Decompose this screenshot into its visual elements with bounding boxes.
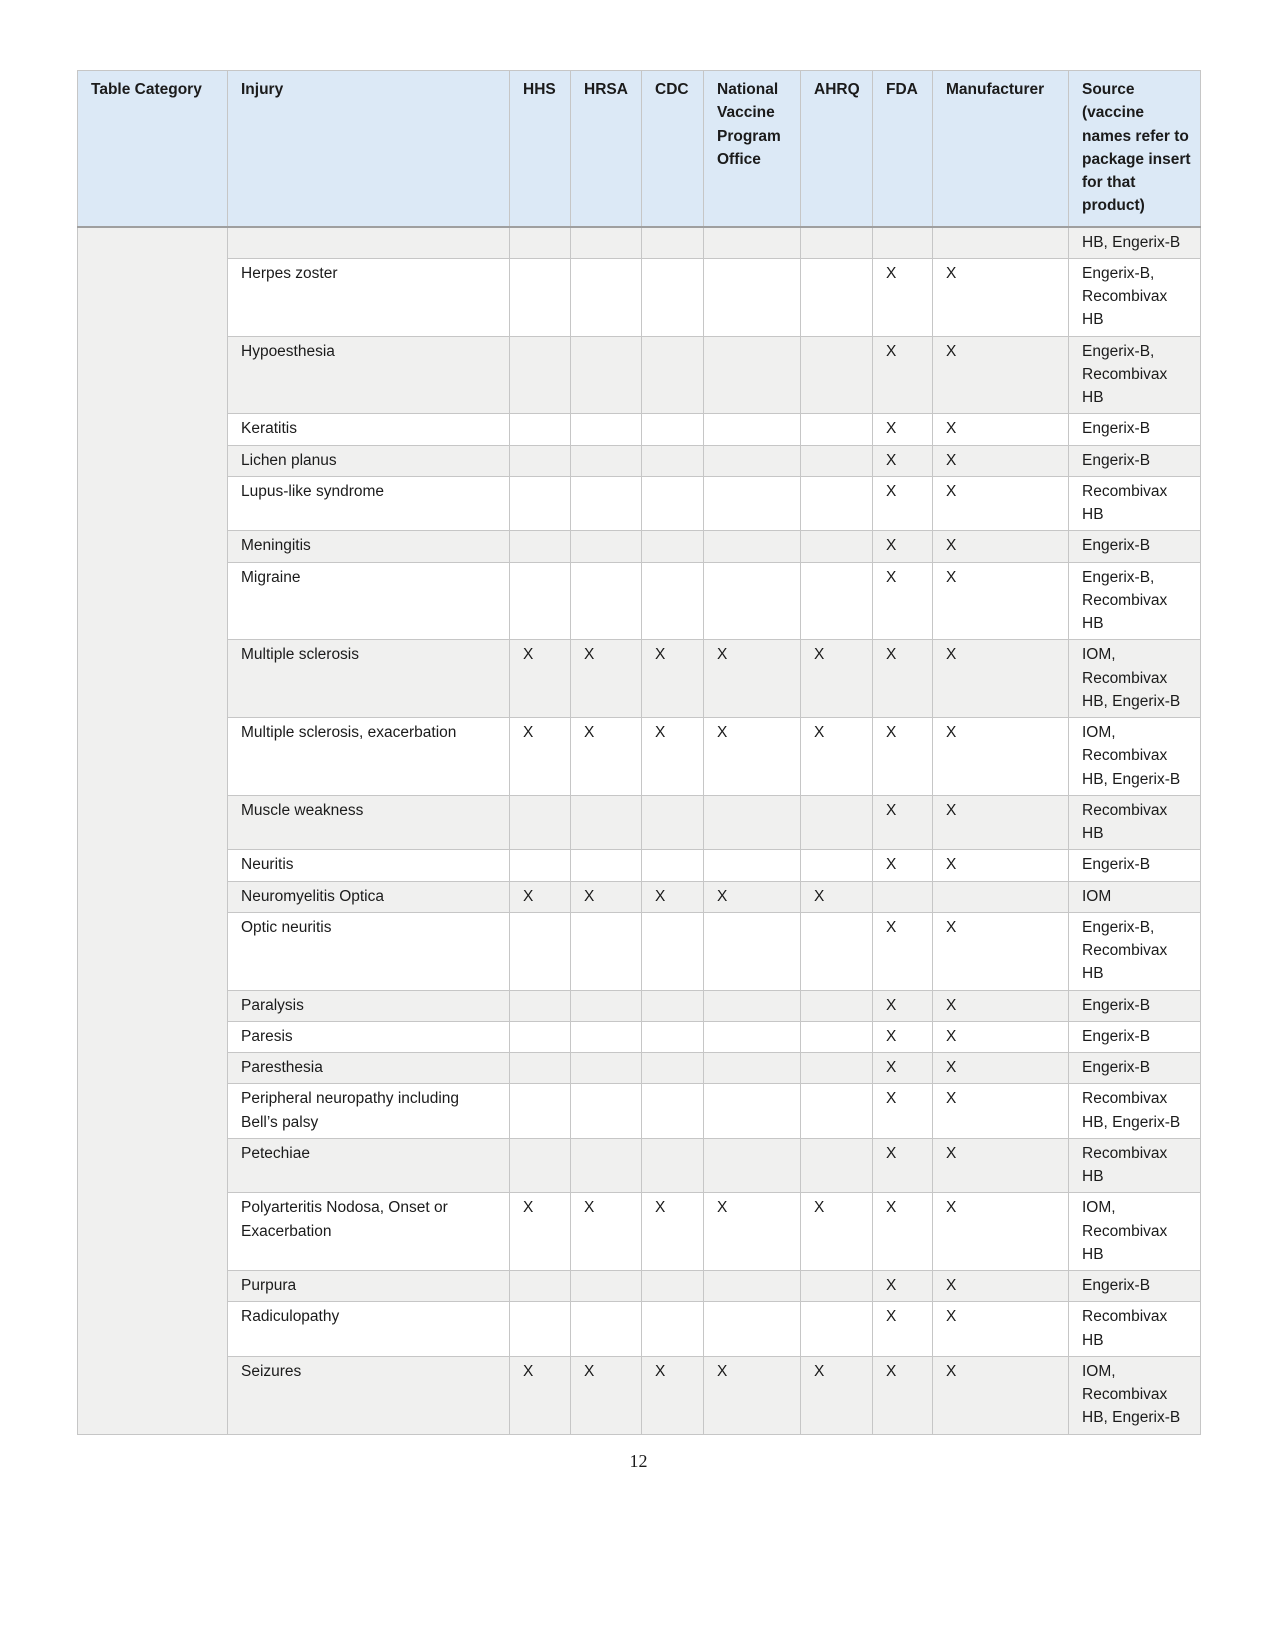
table-row: [78, 1356, 1201, 1434]
vaccine-injury-table: [77, 70, 1201, 1435]
source-cell: Engerix-B, Recombivax HB: [1069, 258, 1201, 336]
cdc-mark-cell: [642, 990, 704, 1021]
manufacturer-mark-cell: X: [933, 336, 1069, 414]
fda-mark-cell: X: [873, 1271, 933, 1302]
table-category-cell: [78, 227, 228, 1435]
fda-mark-cell: [873, 227, 933, 259]
page-number: 12: [629, 1450, 648, 1471]
hhs-mark-cell: [510, 562, 571, 640]
fda-mark-cell: X: [873, 1138, 933, 1193]
table-row: [78, 1138, 1201, 1193]
source-cell: IOM: [1069, 881, 1201, 912]
fda-mark-cell: X: [873, 718, 933, 796]
hhs-mark-cell: [510, 1138, 571, 1193]
hrsa-mark-cell: [571, 1053, 642, 1084]
manufacturer-mark-cell: X: [933, 718, 1069, 796]
fda-mark-cell: X: [873, 640, 933, 718]
hrsa-mark-cell: X: [571, 1193, 642, 1271]
source-cell: Recombivax HB: [1069, 1138, 1201, 1193]
fda-mark-cell: X: [873, 1302, 933, 1357]
table-row: [78, 445, 1201, 476]
source-cell: Engerix-B: [1069, 445, 1201, 476]
cdc-mark-cell: [642, 258, 704, 336]
hhs-mark-cell: [510, 1302, 571, 1357]
cdc-mark-cell: X: [642, 881, 704, 912]
source-cell: IOM, Recombivax HB: [1069, 1193, 1201, 1271]
hhs-mark-cell: [510, 258, 571, 336]
col-header-table-category: Table Category: [78, 71, 228, 227]
cdc-mark-cell: [642, 562, 704, 640]
cdc-mark-cell: [642, 850, 704, 881]
ahrq-mark-cell: [801, 850, 873, 881]
hrsa-mark-cell: X: [571, 640, 642, 718]
table-row: [78, 227, 1201, 259]
table-row: [78, 562, 1201, 640]
hrsa-mark-cell: [571, 258, 642, 336]
table-body: [78, 227, 1201, 1435]
table-row: [78, 850, 1201, 881]
cdc-mark-cell: [642, 476, 704, 531]
nvpo-mark-cell: [704, 562, 801, 640]
nvpo-mark-cell: [704, 1302, 801, 1357]
manufacturer-mark-cell: [933, 881, 1069, 912]
injury-cell: Paralysis: [228, 990, 510, 1021]
fda-mark-cell: X: [873, 531, 933, 562]
hrsa-mark-cell: [571, 795, 642, 850]
ahrq-mark-cell: [801, 1138, 873, 1193]
table-row: [78, 1084, 1201, 1139]
injury-cell: Polyarteritis Nodosa, Onset or Exacerbation: [228, 1193, 510, 1271]
fda-mark-cell: X: [873, 912, 933, 990]
hrsa-mark-cell: X: [571, 718, 642, 796]
cdc-mark-cell: [642, 1138, 704, 1193]
manufacturer-mark-cell: X: [933, 414, 1069, 445]
injury-cell: Multiple sclerosis, exacerbation: [228, 718, 510, 796]
cdc-mark-cell: [642, 795, 704, 850]
hrsa-mark-cell: [571, 1021, 642, 1052]
cdc-mark-cell: [642, 336, 704, 414]
source-cell: Engerix-B: [1069, 850, 1201, 881]
injury-cell: Lupus-like syndrome: [228, 476, 510, 531]
col-header-fda: FDA: [873, 71, 933, 227]
nvpo-mark-cell: X: [704, 881, 801, 912]
col-header-hhs: HHS: [510, 71, 571, 227]
col-header-cdc: CDC: [642, 71, 704, 227]
ahrq-mark-cell: [801, 562, 873, 640]
manufacturer-mark-cell: X: [933, 850, 1069, 881]
hhs-mark-cell: [510, 531, 571, 562]
fda-mark-cell: X: [873, 336, 933, 414]
manufacturer-mark-cell: X: [933, 795, 1069, 850]
table-row: [78, 1193, 1201, 1271]
source-cell: Recombivax HB: [1069, 476, 1201, 531]
source-cell: Recombivax HB: [1069, 1302, 1201, 1357]
ahrq-mark-cell: [801, 1271, 873, 1302]
fda-mark-cell: X: [873, 1356, 933, 1434]
fda-mark-cell: X: [873, 1021, 933, 1052]
ahrq-mark-cell: [801, 476, 873, 531]
hrsa-mark-cell: X: [571, 1356, 642, 1434]
injury-cell: Hypoesthesia: [228, 336, 510, 414]
manufacturer-mark-cell: X: [933, 1021, 1069, 1052]
table-row: [78, 531, 1201, 562]
hrsa-mark-cell: [571, 1138, 642, 1193]
ahrq-mark-cell: [801, 445, 873, 476]
injury-cell: Herpes zoster: [228, 258, 510, 336]
nvpo-mark-cell: [704, 227, 801, 259]
fda-mark-cell: [873, 881, 933, 912]
source-cell: Engerix-B: [1069, 414, 1201, 445]
hhs-mark-cell: X: [510, 718, 571, 796]
fda-mark-cell: X: [873, 445, 933, 476]
ahrq-mark-cell: [801, 990, 873, 1021]
source-cell: Engerix-B: [1069, 1021, 1201, 1052]
manufacturer-mark-cell: X: [933, 562, 1069, 640]
nvpo-mark-cell: [704, 445, 801, 476]
injury-cell: Optic neuritis: [228, 912, 510, 990]
cdc-mark-cell: X: [642, 1356, 704, 1434]
table-row: [78, 336, 1201, 414]
hrsa-mark-cell: X: [571, 881, 642, 912]
nvpo-mark-cell: [704, 850, 801, 881]
manufacturer-mark-cell: X: [933, 1302, 1069, 1357]
hrsa-mark-cell: [571, 476, 642, 531]
cdc-mark-cell: [642, 414, 704, 445]
table-row: [78, 1271, 1201, 1302]
table-row: [78, 795, 1201, 850]
ahrq-mark-cell: X: [801, 640, 873, 718]
hrsa-mark-cell: [571, 414, 642, 445]
fda-mark-cell: X: [873, 990, 933, 1021]
source-cell: HB, Engerix-B: [1069, 227, 1201, 259]
ahrq-mark-cell: [801, 795, 873, 850]
nvpo-mark-cell: [704, 912, 801, 990]
hhs-mark-cell: X: [510, 1356, 571, 1434]
cdc-mark-cell: X: [642, 718, 704, 796]
hhs-mark-cell: [510, 336, 571, 414]
hhs-mark-cell: X: [510, 1193, 571, 1271]
hhs-mark-cell: [510, 445, 571, 476]
injury-cell: Neuritis: [228, 850, 510, 881]
ahrq-mark-cell: [801, 1084, 873, 1139]
injury-cell: Migraine: [228, 562, 510, 640]
hrsa-mark-cell: [571, 1302, 642, 1357]
table-row: [78, 1021, 1201, 1052]
manufacturer-mark-cell: X: [933, 912, 1069, 990]
ahrq-mark-cell: [801, 227, 873, 259]
source-cell: IOM, Recombivax HB, Engerix-B: [1069, 1356, 1201, 1434]
fda-mark-cell: X: [873, 476, 933, 531]
injury-cell: Keratitis: [228, 414, 510, 445]
manufacturer-mark-cell: [933, 227, 1069, 259]
nvpo-mark-cell: [704, 476, 801, 531]
ahrq-mark-cell: [801, 1021, 873, 1052]
source-cell: Engerix-B, Recombivax HB: [1069, 562, 1201, 640]
injury-cell: [228, 227, 510, 259]
manufacturer-mark-cell: X: [933, 531, 1069, 562]
nvpo-mark-cell: [704, 531, 801, 562]
table-row: [78, 414, 1201, 445]
ahrq-mark-cell: [801, 414, 873, 445]
cdc-mark-cell: X: [642, 1193, 704, 1271]
nvpo-mark-cell: [704, 990, 801, 1021]
source-cell: IOM, Recombivax HB, Engerix-B: [1069, 718, 1201, 796]
hhs-mark-cell: X: [510, 640, 571, 718]
injury-cell: Lichen planus: [228, 445, 510, 476]
nvpo-mark-cell: [704, 258, 801, 336]
injury-cell: Radiculopathy: [228, 1302, 510, 1357]
injury-cell: Muscle weakness: [228, 795, 510, 850]
hrsa-mark-cell: [571, 227, 642, 259]
hrsa-mark-cell: [571, 336, 642, 414]
hrsa-mark-cell: [571, 562, 642, 640]
table-row: [78, 912, 1201, 990]
ahrq-mark-cell: X: [801, 881, 873, 912]
hhs-mark-cell: [510, 476, 571, 531]
table-row: [78, 881, 1201, 912]
injury-cell: Purpura: [228, 1271, 510, 1302]
hhs-mark-cell: [510, 1084, 571, 1139]
fda-mark-cell: X: [873, 1084, 933, 1139]
nvpo-mark-cell: [704, 1271, 801, 1302]
injury-cell: Petechiae: [228, 1138, 510, 1193]
nvpo-mark-cell: [704, 1084, 801, 1139]
hrsa-mark-cell: [571, 445, 642, 476]
hrsa-mark-cell: [571, 1271, 642, 1302]
injury-cell: Multiple sclerosis: [228, 640, 510, 718]
hhs-mark-cell: X: [510, 881, 571, 912]
cdc-mark-cell: [642, 1053, 704, 1084]
nvpo-mark-cell: [704, 336, 801, 414]
nvpo-mark-cell: X: [704, 718, 801, 796]
cdc-mark-cell: [642, 1021, 704, 1052]
cdc-mark-cell: [642, 912, 704, 990]
fda-mark-cell: X: [873, 1193, 933, 1271]
cdc-mark-cell: [642, 1271, 704, 1302]
hhs-mark-cell: [510, 795, 571, 850]
source-cell: Engerix-B: [1069, 1053, 1201, 1084]
ahrq-mark-cell: [801, 1302, 873, 1357]
col-header-source: Source (vaccine names refer to package insert for that product): [1069, 71, 1201, 227]
source-cell: Engerix-B, Recombivax HB: [1069, 912, 1201, 990]
injury-cell: Peripheral neuropathy including Bell’s palsy: [228, 1084, 510, 1139]
source-cell: Engerix-B, Recombivax HB: [1069, 336, 1201, 414]
cdc-mark-cell: [642, 1302, 704, 1357]
nvpo-mark-cell: [704, 795, 801, 850]
ahrq-mark-cell: X: [801, 1356, 873, 1434]
manufacturer-mark-cell: X: [933, 476, 1069, 531]
fda-mark-cell: X: [873, 1053, 933, 1084]
hrsa-mark-cell: [571, 531, 642, 562]
hrsa-mark-cell: [571, 912, 642, 990]
hrsa-mark-cell: [571, 1084, 642, 1139]
manufacturer-mark-cell: X: [933, 1356, 1069, 1434]
ahrq-mark-cell: [801, 336, 873, 414]
manufacturer-mark-cell: X: [933, 445, 1069, 476]
hhs-mark-cell: [510, 912, 571, 990]
hhs-mark-cell: [510, 1021, 571, 1052]
manufacturer-mark-cell: X: [933, 1138, 1069, 1193]
ahrq-mark-cell: [801, 912, 873, 990]
table-row: [78, 476, 1201, 531]
hhs-mark-cell: [510, 227, 571, 259]
hrsa-mark-cell: [571, 850, 642, 881]
hhs-mark-cell: [510, 1053, 571, 1084]
manufacturer-mark-cell: X: [933, 1271, 1069, 1302]
manufacturer-mark-cell: X: [933, 640, 1069, 718]
ahrq-mark-cell: [801, 258, 873, 336]
col-header-injury: Injury: [228, 71, 510, 227]
col-header-national-vaccine-program-office: National Vaccine Program Office: [704, 71, 801, 227]
source-cell: Engerix-B: [1069, 990, 1201, 1021]
table-row: [78, 258, 1201, 336]
hhs-mark-cell: [510, 1271, 571, 1302]
ahrq-mark-cell: X: [801, 718, 873, 796]
injury-cell: Seizures: [228, 1356, 510, 1434]
table-row: [78, 990, 1201, 1021]
fda-mark-cell: X: [873, 795, 933, 850]
cdc-mark-cell: X: [642, 640, 704, 718]
source-cell: Recombivax HB: [1069, 795, 1201, 850]
injury-cell: Neuromyelitis Optica: [228, 881, 510, 912]
hhs-mark-cell: [510, 414, 571, 445]
nvpo-mark-cell: [704, 414, 801, 445]
source-cell: Engerix-B: [1069, 1271, 1201, 1302]
nvpo-mark-cell: X: [704, 1193, 801, 1271]
cdc-mark-cell: [642, 1084, 704, 1139]
source-cell: Engerix-B: [1069, 531, 1201, 562]
manufacturer-mark-cell: X: [933, 1193, 1069, 1271]
source-cell: IOM, Recombivax HB, Engerix-B: [1069, 640, 1201, 718]
col-header-hrsa: HRSA: [571, 71, 642, 227]
injury-cell: Paresis: [228, 1021, 510, 1052]
fda-mark-cell: X: [873, 414, 933, 445]
table-header-row: [78, 71, 1201, 227]
injury-cell: Paresthesia: [228, 1053, 510, 1084]
col-header-manufacturer: Manufacturer: [933, 71, 1069, 227]
cdc-mark-cell: [642, 531, 704, 562]
manufacturer-mark-cell: X: [933, 1084, 1069, 1139]
table-row: [78, 718, 1201, 796]
ahrq-mark-cell: X: [801, 1193, 873, 1271]
manufacturer-mark-cell: X: [933, 1053, 1069, 1084]
table-row: [78, 1053, 1201, 1084]
manufacturer-mark-cell: X: [933, 990, 1069, 1021]
table-row: [78, 1302, 1201, 1357]
table-row: [78, 640, 1201, 718]
manufacturer-mark-cell: X: [933, 258, 1069, 336]
fda-mark-cell: X: [873, 850, 933, 881]
source-cell: Recombivax HB, Engerix-B: [1069, 1084, 1201, 1139]
nvpo-mark-cell: [704, 1021, 801, 1052]
hrsa-mark-cell: [571, 990, 642, 1021]
col-header-ahrq: AHRQ: [801, 71, 873, 227]
cdc-mark-cell: [642, 445, 704, 476]
cdc-mark-cell: [642, 227, 704, 259]
nvpo-mark-cell: X: [704, 640, 801, 718]
nvpo-mark-cell: [704, 1138, 801, 1193]
nvpo-mark-cell: X: [704, 1356, 801, 1434]
fda-mark-cell: X: [873, 562, 933, 640]
ahrq-mark-cell: [801, 531, 873, 562]
nvpo-mark-cell: [704, 1053, 801, 1084]
fda-mark-cell: X: [873, 258, 933, 336]
hhs-mark-cell: [510, 850, 571, 881]
hhs-mark-cell: [510, 990, 571, 1021]
ahrq-mark-cell: [801, 1053, 873, 1084]
injury-cell: Meningitis: [228, 531, 510, 562]
